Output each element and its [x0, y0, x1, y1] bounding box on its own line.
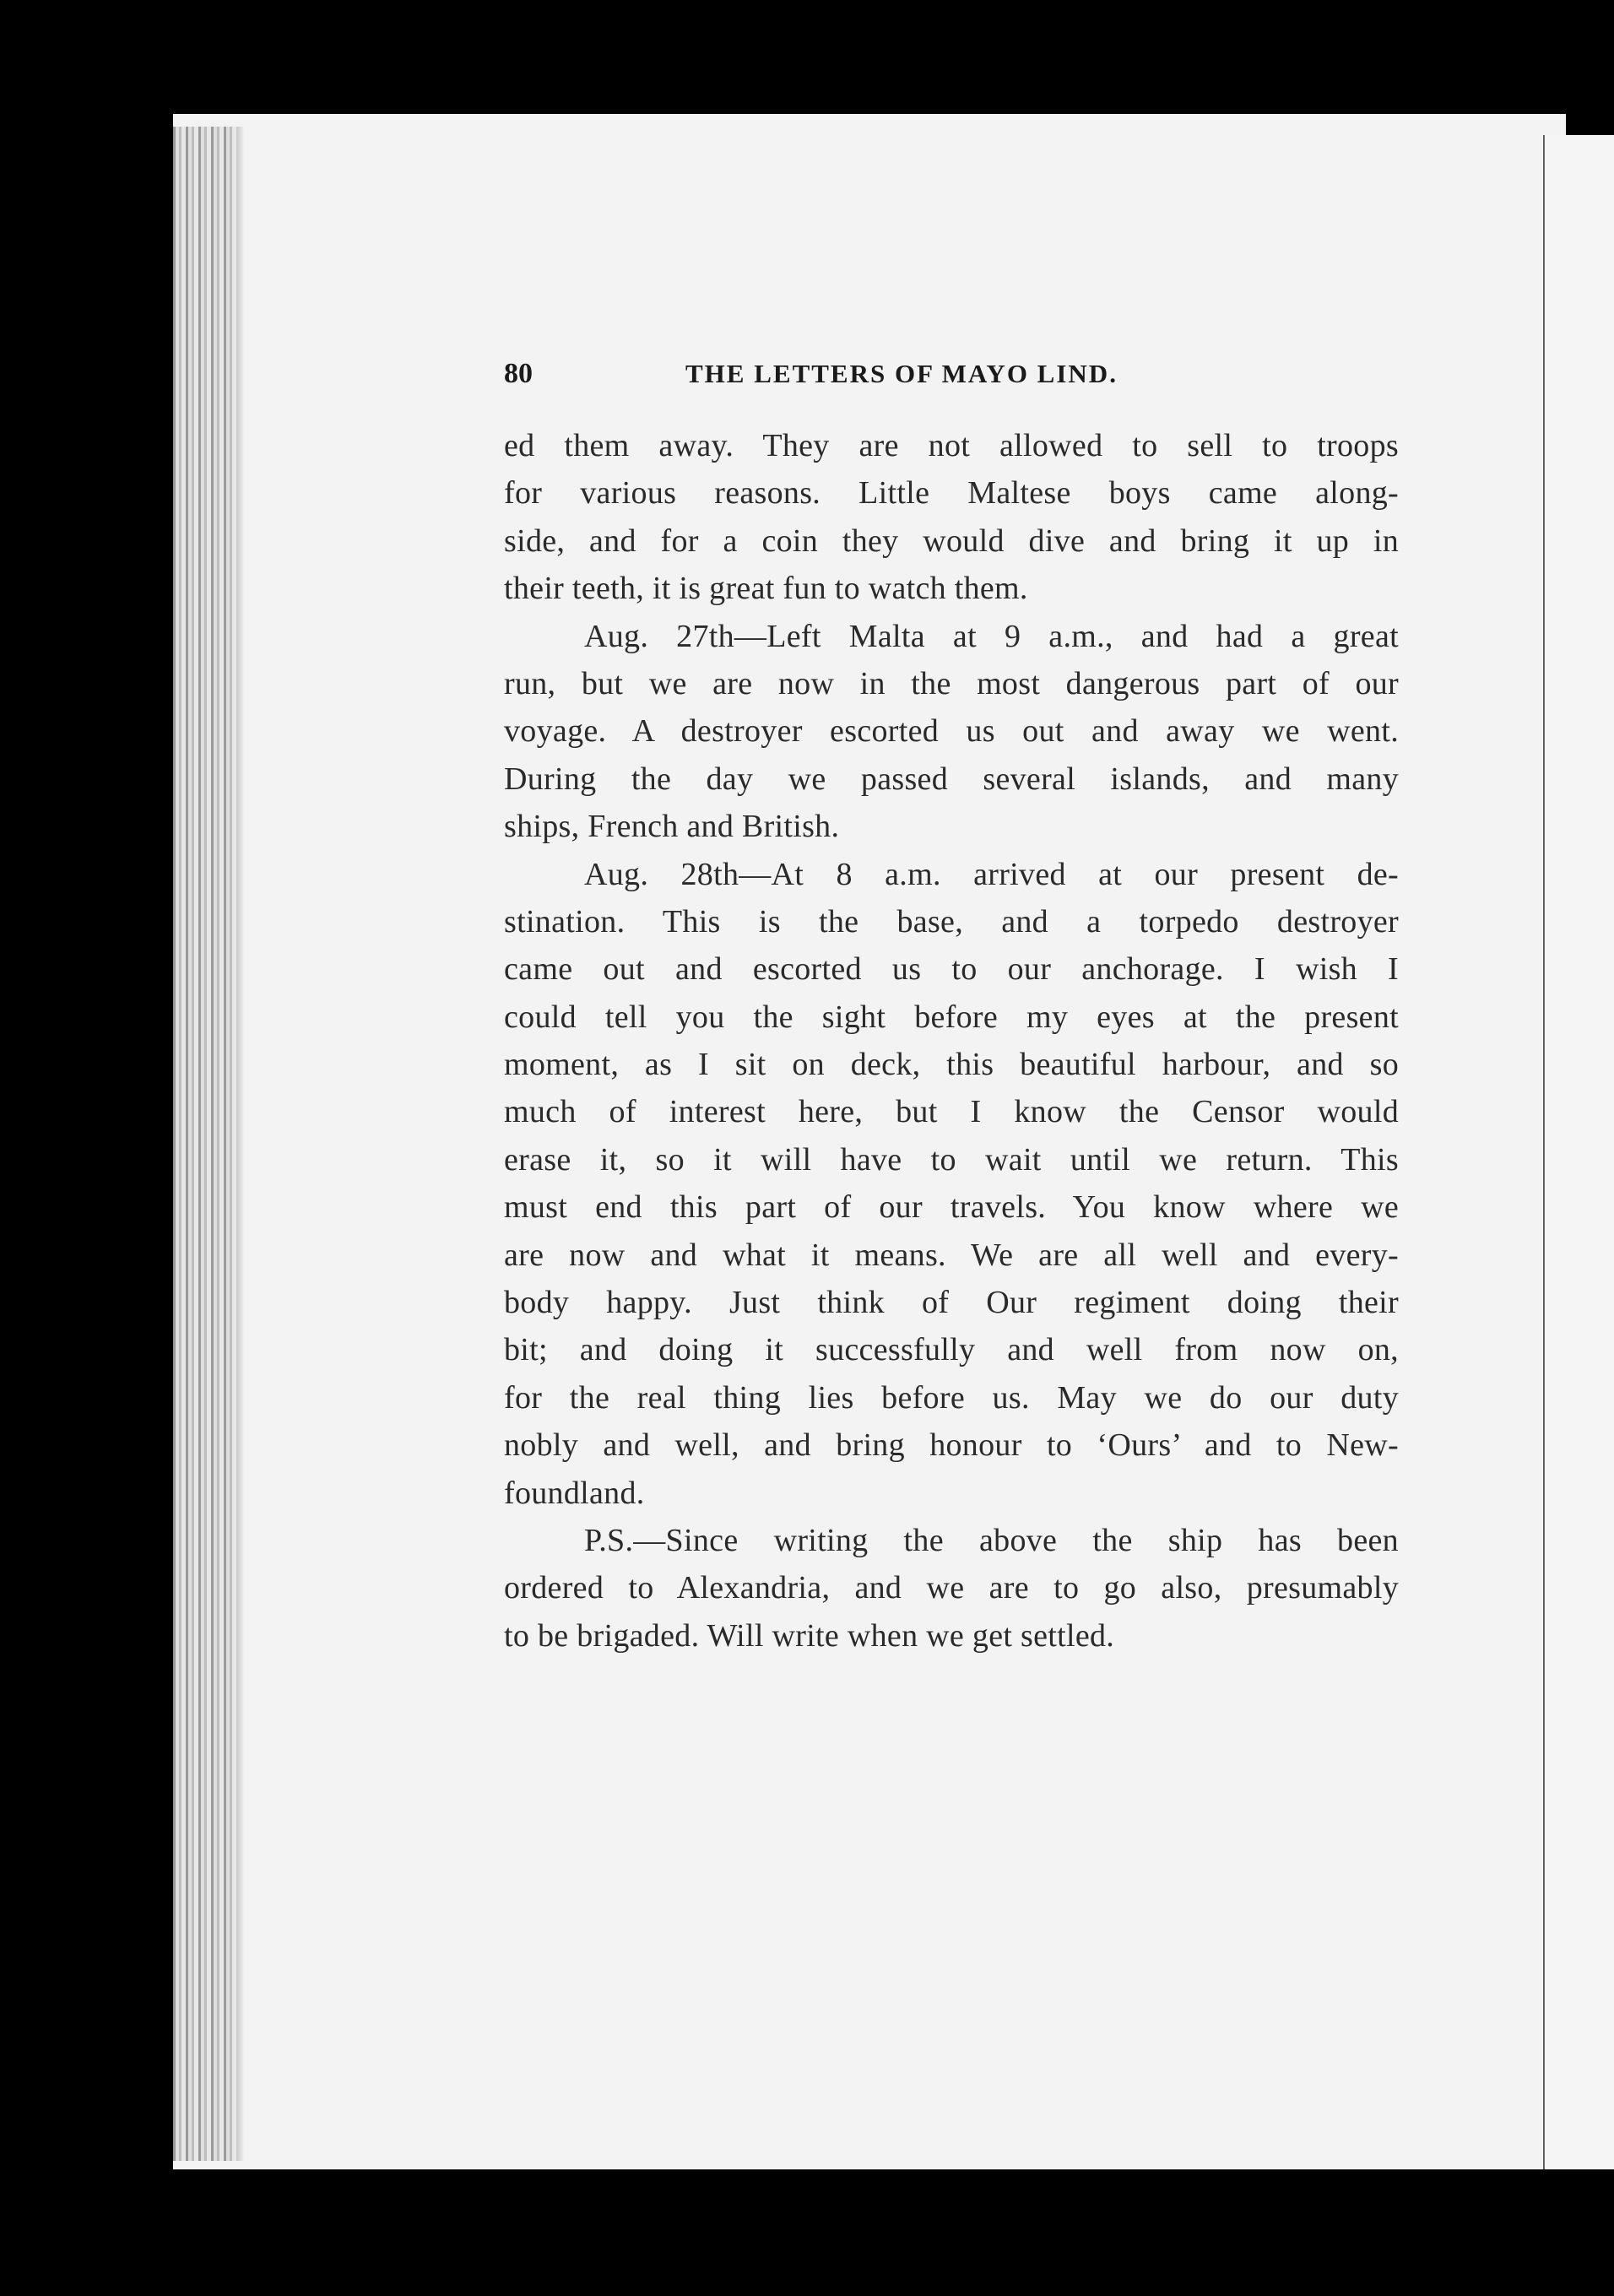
text-line: nobly and well, and bring honour to ‘Ours’ and to New-	[504, 1427, 1399, 1464]
text-line: P.S.—Since writing the above the ship has been	[584, 1522, 1399, 1558]
text-line: voyage. A destroyer escorted us out and away we went.	[504, 713, 1399, 750]
text-line: Aug. 27th—Left Malta at 9 a.m., and had a great	[584, 618, 1399, 654]
text-line: could tell you the sight before my eyes at the present	[504, 999, 1399, 1035]
page-header	[504, 353, 1221, 395]
text-line: ships, French and British.	[504, 809, 840, 845]
running-head: THE LETTERS OF MAYO LIND.	[685, 359, 1118, 388]
text-line: erase it, so it will have to wait until we return. This	[504, 1141, 1399, 1178]
text-line: ordered to Alexandria, and we are to go also, presumably	[504, 1570, 1399, 1606]
text-line: ed them away. They are not allowed to sell to troops	[504, 428, 1399, 463]
text-line: moment, as I sit on deck, this beautiful harbour, and so	[504, 1047, 1399, 1083]
text-line: During the day we passed several islands, and many	[504, 761, 1399, 797]
body-text	[504, 422, 1399, 1660]
facing-page	[1545, 135, 1614, 2169]
text-line: bit; and doing it successfully and well from now on,	[504, 1332, 1399, 1368]
text-line: are now and what it means. We are all well and every-	[504, 1237, 1399, 1273]
text-line: must end this part of our travels. You know where we	[504, 1189, 1399, 1226]
text-line: body happy. Just think of Our regiment doing their	[504, 1285, 1399, 1321]
text-line: foundland.	[504, 1475, 645, 1511]
text-line: came out and escorted us to our anchorage. I wish I	[504, 951, 1399, 988]
text-line: run, but we are now in the most dangerous part of our	[504, 665, 1399, 701]
text-line: stination. This is the base, and a torpedo destroyer	[504, 903, 1399, 940]
text-line: side, and for a coin they would dive and bring it up in	[504, 523, 1399, 559]
text-line: much of interest here, but I know the Censor would	[504, 1094, 1399, 1130]
text-line: Aug. 28th—At 8 a.m. arrived at our present de-	[584, 856, 1399, 892]
text-line: for various reasons. Little Maltese boys came along-	[504, 475, 1399, 512]
text-line: to be brigaded. Will write when we get settled.	[504, 1617, 1115, 1654]
page-edges	[173, 127, 236, 2161]
page-number: 80	[504, 358, 533, 389]
text-line: their teeth, it is great fun to watch them.	[504, 571, 1028, 607]
page-edge-shadow	[236, 127, 245, 2161]
text-line: for the real thing lies before us. May we do our duty	[504, 1379, 1399, 1416]
